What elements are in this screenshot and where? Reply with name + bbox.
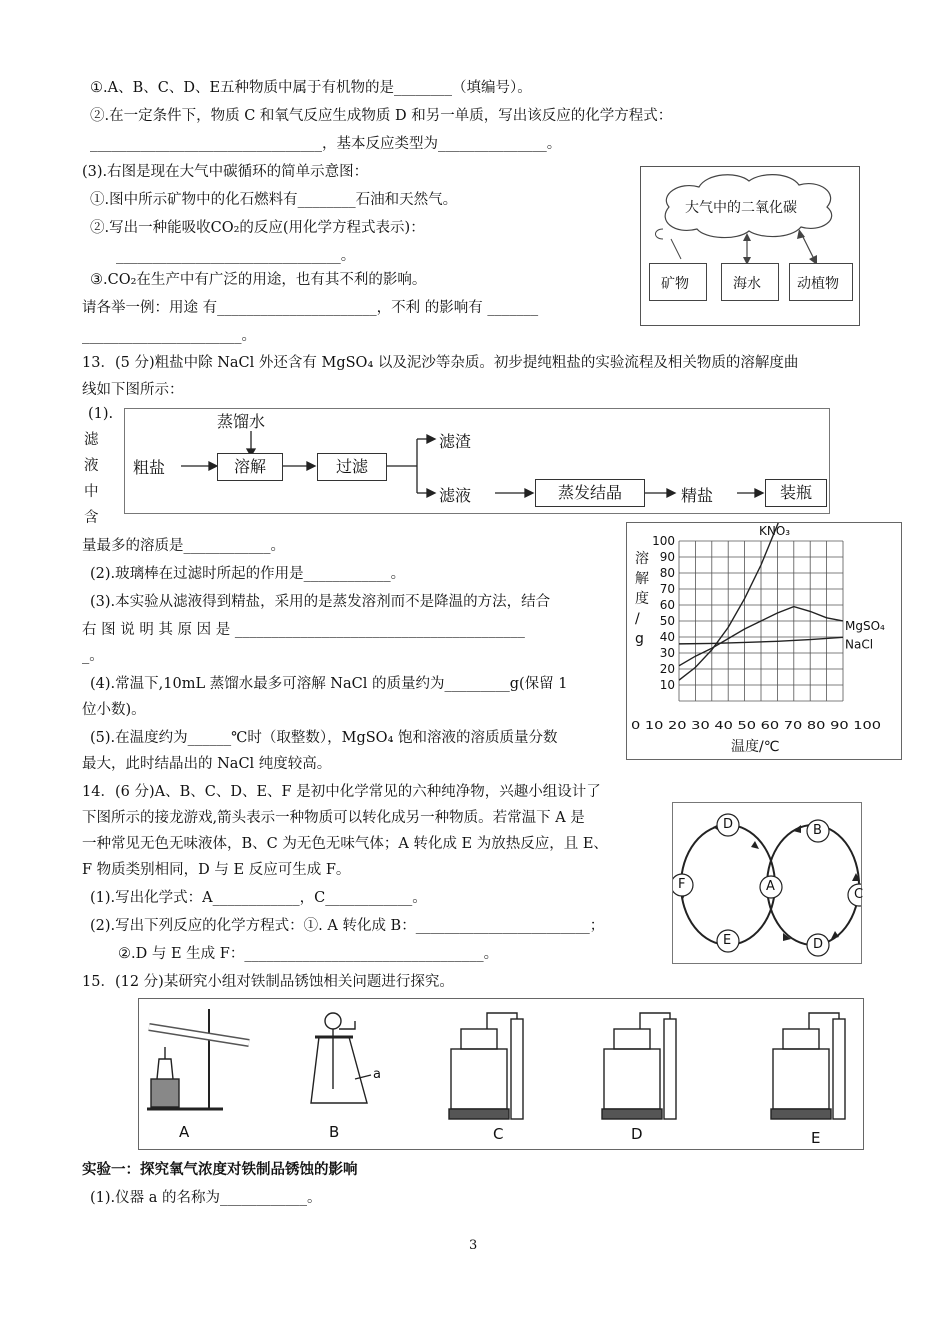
flow-evaporate: 蒸发结晶 (535, 479, 645, 507)
q13-q4a: (4).常温下,10mL 蒸馏水最多可溶解 NaCl 的质量约为_________g(保留 1 (90, 676, 568, 692)
q14-line-4: F 物质类别相同，D 与 E 反应可生成 F。 (82, 862, 351, 878)
page-number: 3 (469, 1238, 478, 1253)
q12-line-9: 请各举一例：用途 有______________________，不利 的影响有 _______ (82, 300, 539, 316)
q13-q1-char-1: 滤 (84, 432, 99, 448)
q13-q5a: (5).在温度约为______℃时（取整数），MgSO₄ 饱和溶液的溶质质量分数 (90, 730, 558, 746)
flow-residue: 滤渣 (439, 432, 472, 451)
q13-q1-char-4: 含 (84, 510, 99, 526)
label-nacl: NaCl (845, 637, 874, 652)
y-tick-label: 40 (659, 630, 675, 644)
node-d-bottom: D (813, 937, 824, 952)
q12-line-8: ③.CO₂在生产中有广泛的用途，也有其不利的影响。 (90, 272, 427, 288)
q14-line-2: 下图所示的接龙游戏,箭头表示一种物质可以转化成另一种物质。若常温下 A 是 (82, 810, 585, 826)
y-tick-label: 90 (659, 550, 675, 564)
q14-line-5: (1).写出化学式：A____________，C____________。 (90, 890, 427, 906)
apparatus-label-d: D (631, 1125, 643, 1143)
flow-filter: 过滤 (317, 453, 387, 481)
q14-line-1: 14．(6 分)A、B、C、D、E、F 是初中化学常见的六种纯净物，兴趣小组设计了 (82, 784, 601, 800)
q12-line-4: (3).右图是现在大气中碳循环的简单示意图： (82, 164, 369, 180)
node-c: C (854, 887, 864, 902)
y-axis-label-char: / (635, 611, 640, 627)
y-tick-label: 100 (652, 534, 675, 548)
series-kno3 (679, 523, 797, 680)
y-tick-label: 60 (659, 598, 675, 612)
q13-line-1: 13．(5 分)粗盐中除 NaCl 外还含有 MgSO₄ 以及泥沙等杂质。初步提纯粗盐的实验流程及相关物质的溶解度曲 (82, 355, 799, 371)
y-axis-label-char: 度 (635, 591, 649, 607)
q15-line-1: 15．(12 分)某研究小组对铁制品锈蚀相关问题进行探究。 (82, 974, 454, 990)
q13-q3a: (3).本实验从滤液得到精盐，采用的是蒸发溶剂而不是降温的方法，结合 (90, 594, 551, 610)
y-tick-label: 30 (659, 646, 675, 660)
label-kno3: KNO₃ (759, 524, 791, 538)
q12-line-1: ①.A、B、C、D、E五种物质中属于有机物的是________（填编号）。 (90, 80, 532, 96)
flow-filtrate: 滤液 (439, 486, 472, 505)
solubility-chart (626, 522, 902, 760)
q12-line-3: ________________________________，基本反应类型为_______________。 (90, 136, 562, 152)
node-e: E (723, 933, 732, 948)
flow-dissolve: 溶解 (217, 453, 283, 481)
chain-game-diagram (672, 802, 862, 964)
q12-line-7: _______________________________。 (116, 248, 356, 264)
apparatus-label-b: B (329, 1123, 340, 1141)
q14-line-6: (2).写出下列反应的化学方程式：①. A 转化成 B：________________________； (90, 918, 605, 934)
y-tick-label: 20 (659, 662, 675, 676)
q13-q5b: 最大，此时结晶出的 NaCl 纯度较高。 (82, 756, 332, 772)
box-minerals: 矿物 (661, 276, 689, 292)
node-d-top: D (723, 817, 734, 832)
box-seawater: 海水 (733, 276, 761, 292)
q15-q1: (1).仪器 a 的名称为____________。 (90, 1190, 322, 1206)
apparatus-label-a: A (179, 1123, 190, 1141)
solubility-chart-svg (627, 523, 901, 759)
node-f: F (678, 877, 686, 892)
flow-crude-salt: 粗盐 (133, 458, 166, 477)
q12-line-6: ②.写出一种能吸收CO₂的反应(用化学方程式表示)： (90, 220, 425, 236)
x-axis-label: 温度/℃ (731, 739, 780, 755)
q13-q1-char-2: 液 (84, 458, 99, 474)
y-tick-label: 50 (659, 614, 675, 628)
q13-q2: (2).玻璃棒在过滤时所起的作用是____________。 (90, 566, 406, 582)
carbon-cycle-diagram (640, 166, 860, 326)
y-axis-label-char: g (635, 631, 644, 647)
flow-distilled-water: 蒸馏水 (217, 412, 266, 431)
apparatus-label-e: E (811, 1129, 821, 1147)
y-axis-label-char: 溶 (635, 551, 649, 567)
process-flowchart (124, 408, 830, 514)
flow-bottle: 装瓶 (765, 479, 827, 507)
cloud-label: 大气中的二氧化碳 (685, 200, 797, 216)
q12-line-10: ______________________。 (82, 328, 256, 344)
node-a: A (766, 879, 775, 894)
label-mgso4: MgSO₄ (845, 618, 885, 633)
node-b: B (813, 823, 822, 838)
y-axis-label-char: 解 (635, 571, 649, 587)
y-tick-label: 80 (659, 566, 675, 580)
q13-line-2: 线如下图所示： (82, 382, 184, 398)
q13-q1-number: (1). (88, 406, 114, 422)
box-organisms: 动植物 (797, 276, 839, 292)
q14-line-7: ②.D 与 E 生成 F：_________________________________。 (118, 946, 499, 962)
q13-q3b: 右 图 说 明 其 原 因 是 ________________________________________ (82, 622, 525, 638)
y-tick-label: 10 (659, 678, 675, 692)
q13-q1-char-3: 中 (84, 484, 99, 500)
q13-q1-tail: 量最多的溶质是____________。 (82, 538, 285, 554)
q12-line-5: ①.图中所示矿物中的化石燃料有________石油和天然气。 (90, 192, 458, 208)
experiment-1-heading: 实验一：探究氧气浓度对铁制品锈蚀的影响 (82, 1161, 358, 1178)
flow-fine-salt: 精盐 (681, 486, 714, 505)
q14-line-3: 一种常见无色无味液体，B、C 为无色无味气体；A 转化成 E 为放热反应，且 E、 (82, 836, 608, 852)
q13-q3c: _。 (82, 648, 104, 664)
q13-q4b: 位小数)。 (82, 702, 146, 718)
apparatus-label-c: C (493, 1125, 504, 1143)
q12-line-2: ②.在一定条件下，物质 C 和氧气反应生成物质 D 和另一单质，写出该反应的化学方程式： (90, 108, 673, 124)
x-tick-labels: 0 10 20 30 40 50 60 70 80 90 100 (631, 719, 881, 732)
y-tick-label: 70 (659, 582, 675, 596)
apparatus-figure (138, 998, 864, 1150)
flask-label-a: a (373, 1067, 381, 1082)
